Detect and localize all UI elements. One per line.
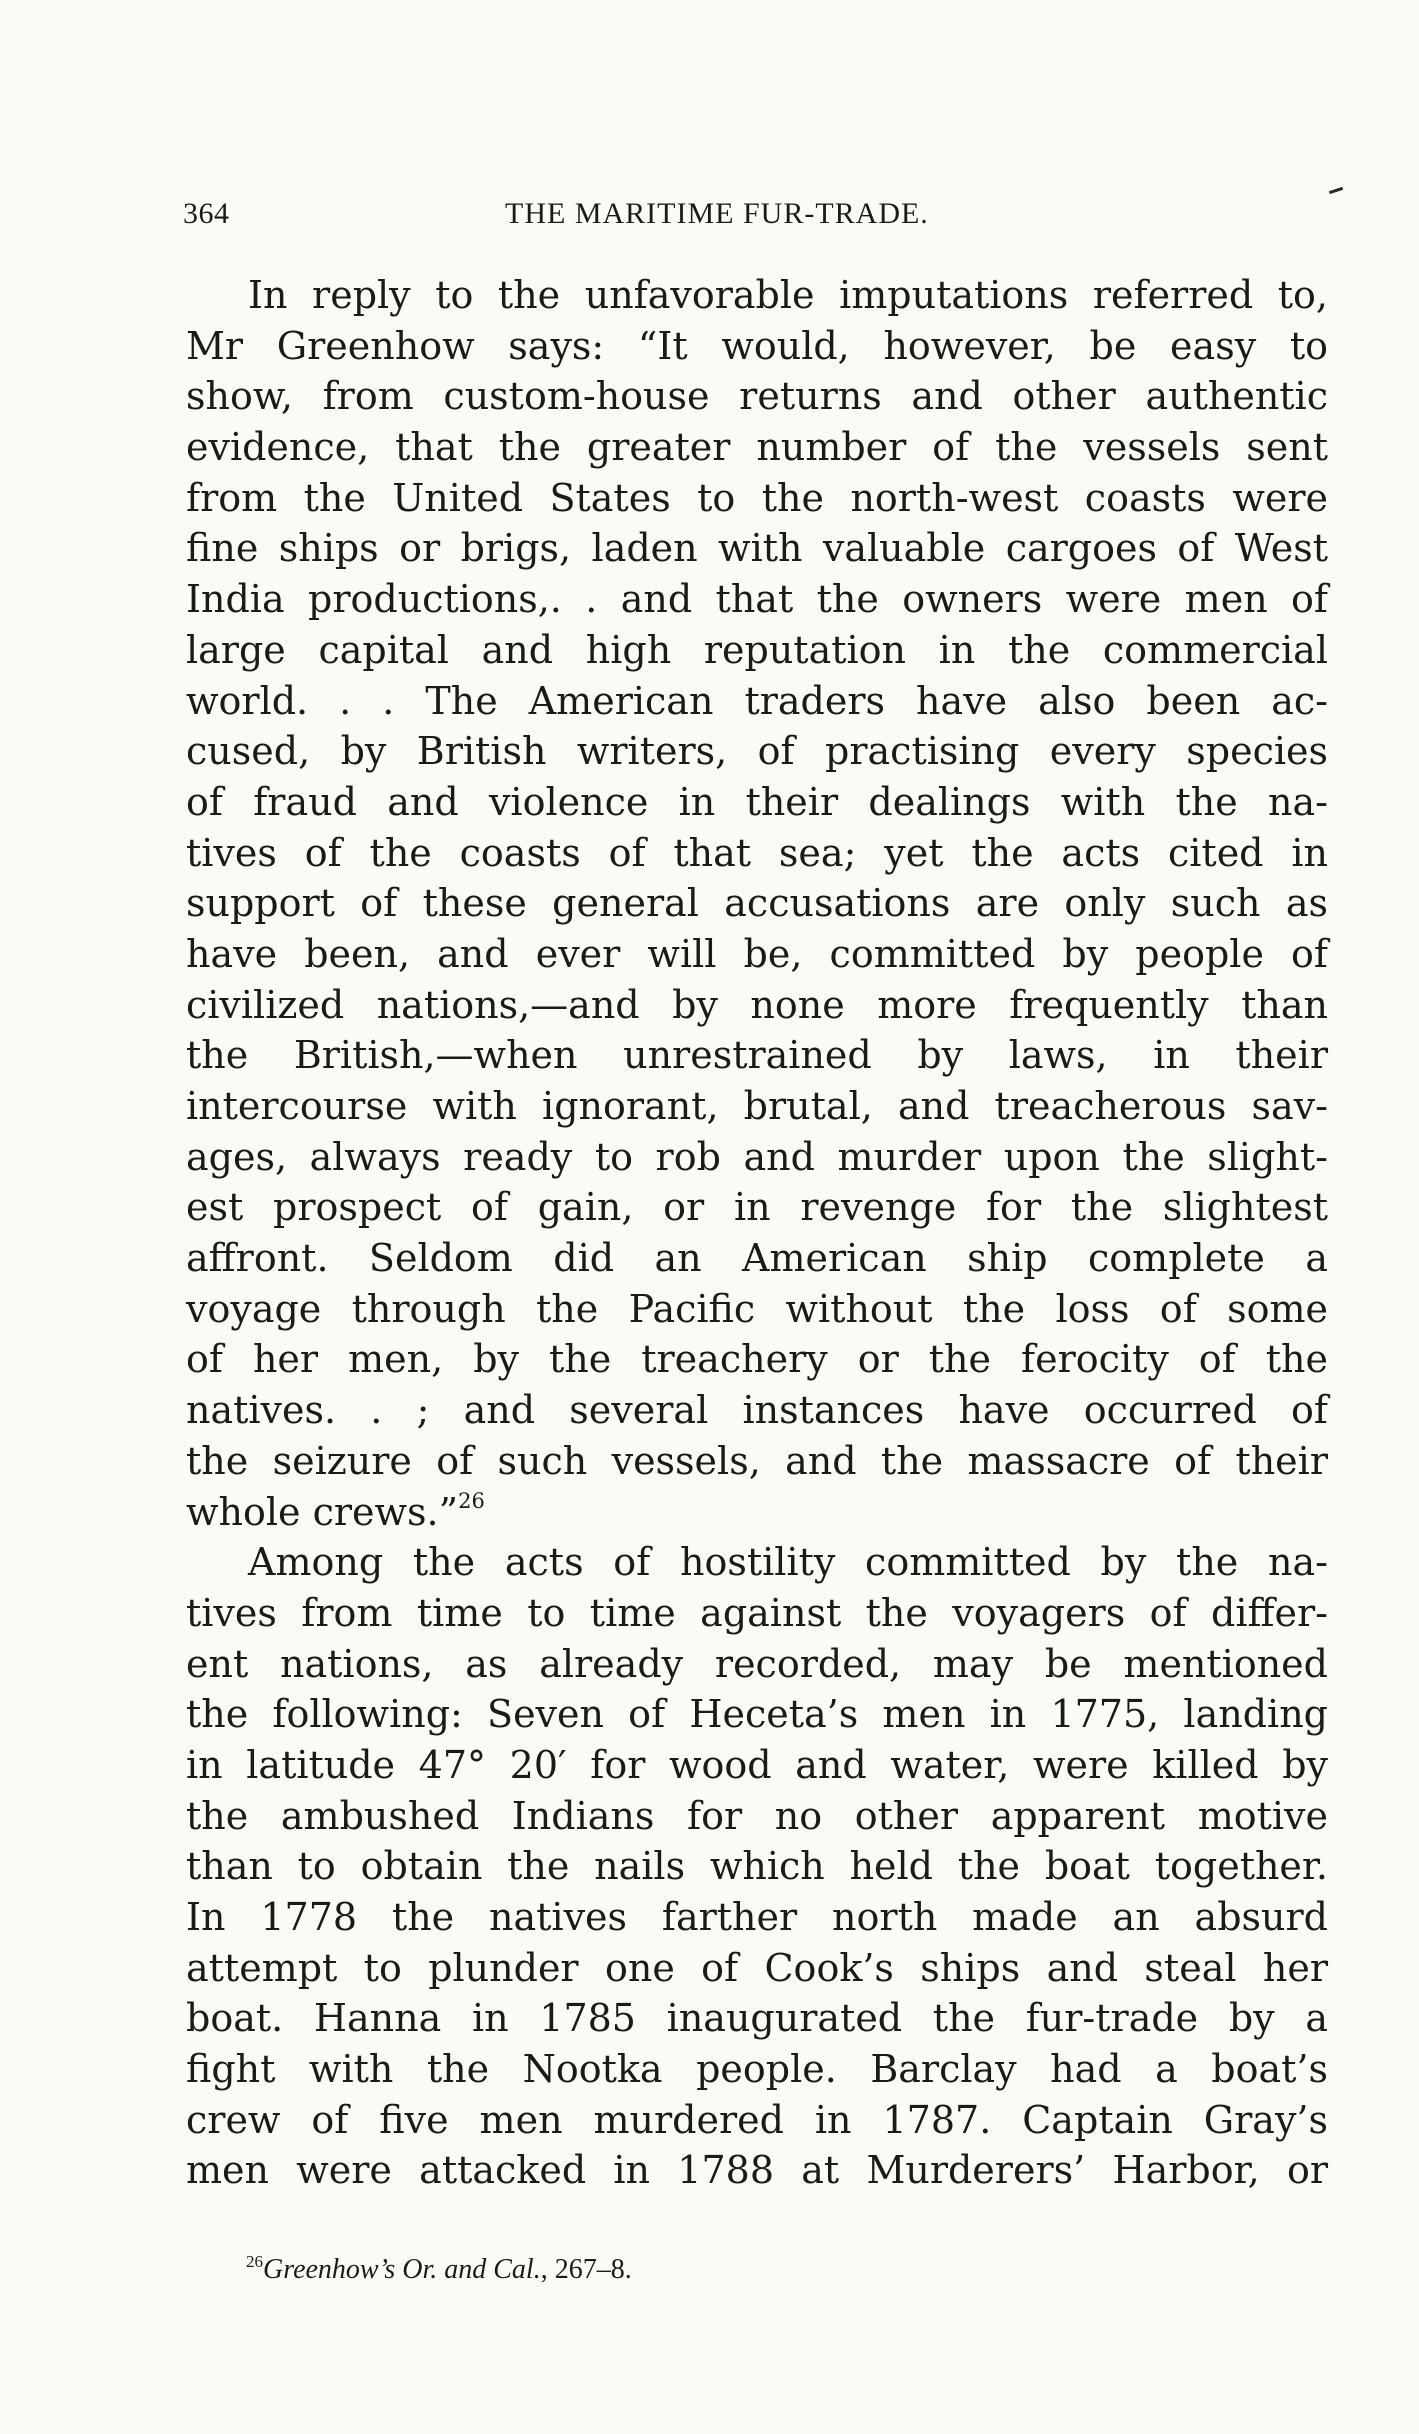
page-header bbox=[183, 197, 1323, 237]
text-line: ent nations, as already recorded, may be mentioned bbox=[186, 1641, 1328, 1686]
text-line: large capital and high reputation in the commercial bbox=[186, 627, 1328, 672]
text-line: world. . . The American traders have also been ac- bbox=[186, 678, 1328, 723]
text-line: fine ships or brigs, laden with valuable cargoes of West bbox=[186, 526, 1328, 571]
text-line: the seizure of such vessels, and the massacre of their bbox=[186, 1438, 1328, 1483]
text-line: ages, always ready to rob and murder upon the slight- bbox=[186, 1134, 1328, 1179]
text-line: India productions,. . and that the owners were men of bbox=[186, 577, 1328, 622]
page-corner-mark bbox=[1329, 187, 1343, 194]
text-line: cused, by British writers, of practising every species bbox=[186, 729, 1328, 774]
text-line: men were attacked in 1788 at Murderers’ Harbor, or bbox=[186, 2148, 1328, 2193]
text-line: than to obtain the nails which held the boat together. bbox=[186, 1844, 1328, 1889]
text-line: affront. Seldom did an American ship complete a bbox=[186, 1236, 1328, 1281]
body-text bbox=[186, 270, 1328, 2196]
text-line-last bbox=[186, 1487, 1328, 1538]
text-line: tives of the coasts of that sea; yet the acts cited in bbox=[186, 830, 1328, 875]
text-line: show, from custom-house returns and other authentic bbox=[186, 374, 1328, 419]
text-line: of fraud and violence in their dealings with the na- bbox=[186, 779, 1328, 824]
text-line: of her men, by the treachery or the ferocity of the bbox=[186, 1337, 1328, 1382]
text-line: boat. Hanna in 1785 inaugurated the fur-trade by a bbox=[186, 1996, 1328, 2041]
text-line: est prospect of gain, or in revenge for the slightest bbox=[186, 1185, 1328, 1230]
text-line: natives. . ; and several instances have occurred of bbox=[186, 1388, 1328, 1433]
running-title: THE MARITIME FUR-TRADE. bbox=[505, 197, 929, 230]
footnote-mark: 26 bbox=[246, 2252, 263, 2271]
text-line: crew of five men murdered in 1787. Captain Gray’s bbox=[186, 2097, 1328, 2142]
text-line: support of these general accusations are only such as bbox=[186, 881, 1328, 926]
footnote bbox=[246, 2252, 632, 2286]
text-line: evidence, that the greater number of the vessels sent bbox=[186, 425, 1328, 470]
text-line: In 1778 the natives farther north made an absurd bbox=[186, 1895, 1328, 1939]
text-line: fight with the Nootka people. Barclay had a boat’s bbox=[186, 2047, 1328, 2092]
text-line: In reply to the unfavorable imputations referred to, bbox=[248, 273, 1328, 317]
page-number: 364 bbox=[183, 197, 230, 230]
text-line: the ambushed Indians for no other apparent motive bbox=[186, 1793, 1328, 1838]
footnote-source-title: Greenhow’s Or. and Cal. bbox=[263, 2254, 541, 2285]
text-line: the British,—when unrestrained by laws, in their bbox=[186, 1033, 1328, 1078]
quote-end-text: whole crews.” bbox=[186, 1489, 459, 1534]
text-line: civilized nations,—and by none more frequently than bbox=[186, 982, 1328, 1027]
text-line: voyage through the Pacific without the loss of some bbox=[186, 1286, 1328, 1331]
text-line: Mr Greenhow says: “It would, however, be easy to bbox=[186, 323, 1328, 368]
text-line: tives from time to time against the voyagers of differ- bbox=[186, 1590, 1328, 1635]
text-line: the following: Seven of Heceta’s men in 1775, landing bbox=[186, 1692, 1328, 1737]
footnote-reference[interactable]: 26 bbox=[458, 1488, 485, 1513]
text-line: in latitude 47° 20′ for wood and water, were killed by bbox=[186, 1742, 1328, 1787]
footnote-pages: , 267–8. bbox=[540, 2254, 632, 2285]
text-line: intercourse with ignorant, brutal, and treacherous sav- bbox=[186, 1084, 1328, 1128]
text-line: from the United States to the north-west coasts were bbox=[186, 475, 1328, 520]
text-line: attempt to plunder one of Cook’s ships and steal her bbox=[186, 1945, 1328, 1990]
text-line: have been, and ever will be, committed by people of bbox=[186, 931, 1328, 976]
text-line: Among the acts of hostility committed by the na- bbox=[248, 1540, 1328, 1585]
